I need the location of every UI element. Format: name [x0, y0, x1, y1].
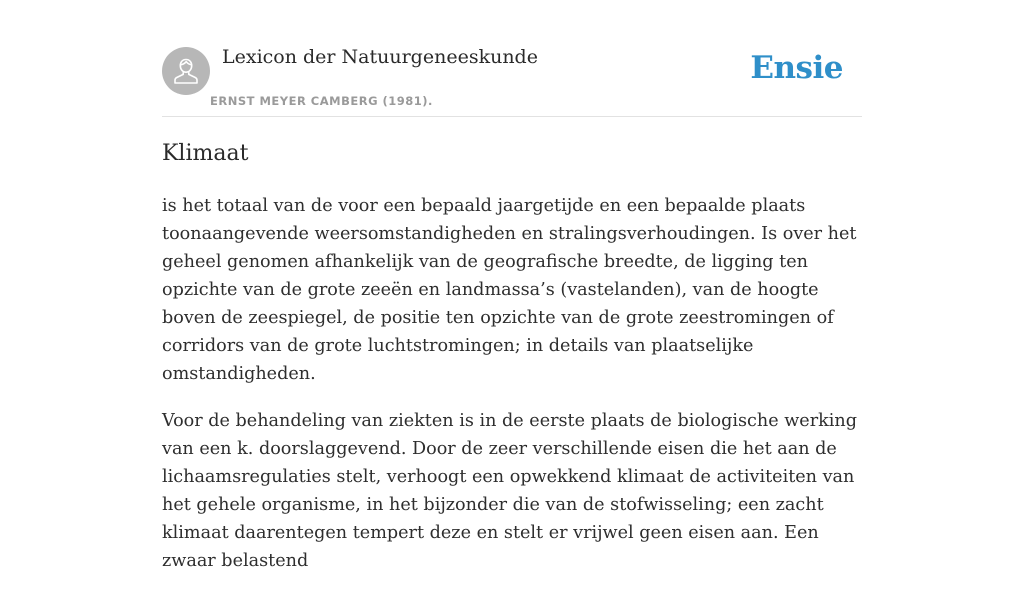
author-label: ERNST MEYER CAMBERG (1981).: [210, 94, 433, 108]
paragraph: Voor de behandeling van ziekten is in de eerste plaats de biologische werking van een k. doorslaggevend. Door de zeer verschillende eisen die het aan de lichaamsregulaties stelt, verhoogt een opwekkend klimaat de activiteiten van het gehele organisme, in het bijzonder die van de stofwisseling; een zacht klimaat daarentegen tempert deze en stelt er vrijwel geen eisen aan. Een zwaar belastend: [162, 411, 858, 571]
ensie-logo[interactable]: Ensie: [750, 50, 843, 86]
paragraph: is het totaal van de voor een bepaald jaargetijde en een bepaalde plaats toonaangevende weersomstandigheden en stralingsverhoudingen. Is over het geheel genomen afhankelijk van de geografische breedte, de ligging ten opzichte van de grote zeeën en landmassa’s (vastelanden), van de hoogte boven de zeespiegel, de positie ten opzichte van de grote zeestromingen of corridors van de grote luchtstromingen; in details van plaatselijke omstandigheden.: [162, 196, 857, 384]
entry-body: [162, 192, 862, 594]
page: [162, 0, 862, 571]
book-title-link[interactable]: Lexicon der Natuurgeneeskunde: [222, 46, 538, 68]
header: [162, 0, 862, 117]
entry-title: Klimaat: [162, 141, 249, 166]
avatar[interactable]: [162, 47, 210, 95]
user-silhouette-icon: [172, 56, 200, 86]
